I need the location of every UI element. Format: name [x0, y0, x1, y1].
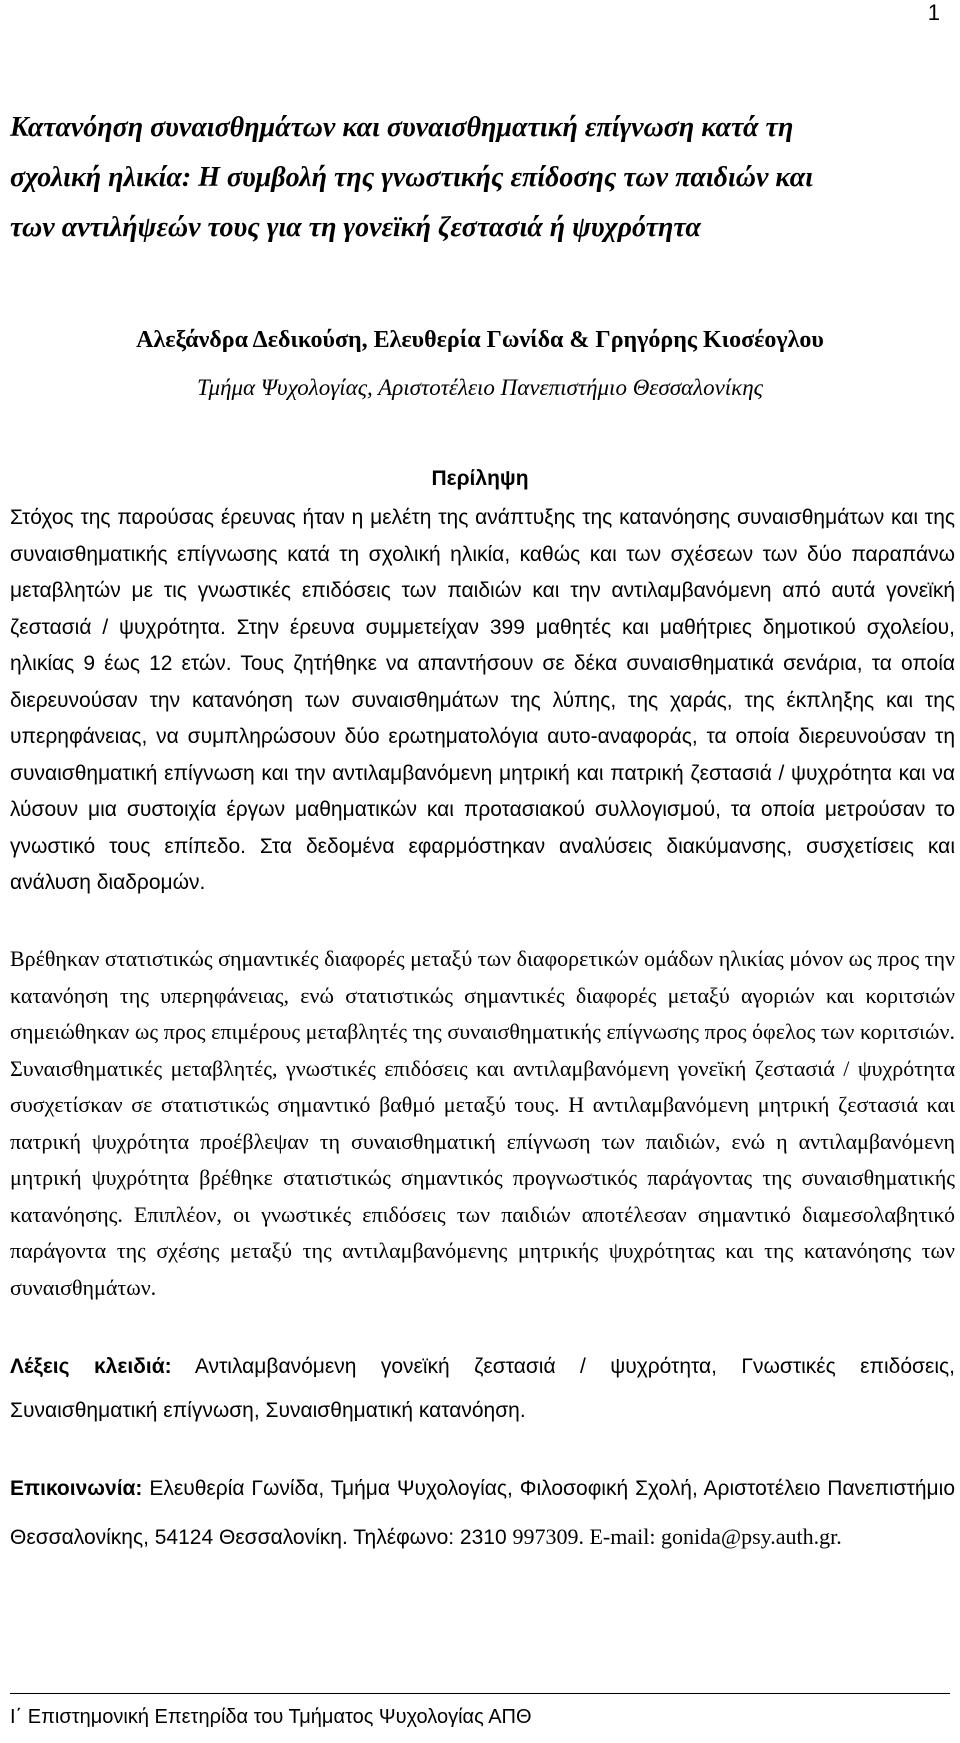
abstract-part-1: Στόχος της παρούσας έρευνας ήταν η μελέτη της ανάπτυξης της κατανόησης συναισθημάτων και της συναισθηματικής επίγνωσης κατά τη σχολική ηλικία, καθώς και των σχέσεων των δύο παραπάνω μεταβλητών με τις γνωστικές επιδόσεις των παιδιών και την αντιλαμβανόμενη από αυτά γονεϊκή ζεστασιά / ψυχρότητα. Στην έρευνα συμμετείχαν 399 μαθητές και μαθήτριες δημοτικού σχολείου, ηλικίας 9 έως 12 ετών. Τους ζητήθηκε να απαντήσουν σε δέκα συναισθηματικά σενάρια, τα οποία διερευνούσαν την κατανόηση των συναισθημάτων της λύπης, της χαράς, της έκπληξης και της υπερηφάνειας, να συμπληρώσουν δύο ερωτηματολόγια αυτο-αναφοράς, τα οποία διερευνούσαν τη συναισθηματική επίγνωση και την αντιλαμβανόμενη μητρική και πατρική ζεστασιά / ψυχρότητα και να λύσουν μια συστοιχία έργων μαθηματικών και προτασιακού συλλογισμού, τα οποία μετρούσαν το γνωστικό τους επίπεδο. Στα δεδομένα εφαρμόστηκαν αναλύσεις διακύμανσης, συσχετίσεις και ανάλυση διαδρομών.	[10, 506, 955, 894]
footer: Ι΄ Επιστημονική Επετηρίδα του Τμήματος Ψυχολογίας ΑΠΘ	[10, 1706, 532, 1728]
abstract-part-2: Βρέθηκαν στατιστικώς σημαντικές διαφορές μεταξύ των διαφορετικών ομάδων ηλικίας μόνον ως προς την κατανόηση της υπερηφάνειας, ενώ στατιστικώς σημαντικές διαφορές μεταξύ αγοριών και κοριτσιών σημειώθηκαν ως προς επιμέρους μεταβλητές της συναισθηματικής επίγνωσης προς όφελος των κοριτσιών. Συναισθηματικές μεταβλητές, γνωστικές επιδόσεις και αντιλαμβανόμενη γονεϊκή ζεστασιά / ψυχρότητα συσχετίσκαν σε στατιστικώς σημαντικό βαθμό μεταξύ τους. Η αντιλαμβανόμενη μητρική ζεστασιά και πατρική ψυχρότητα προέβλεψαν τη συναισθηματική επίγνωση των παιδιών, ενώ η αντιλαμβανόμενη μητρική ψυχρότητα βρέθηκε στατιστικώς σημαντικός προγνωστικός παράγοντας της συναισθηματικής κατανόησης. Επιπλέον, οι γνωστικές επιδόσεις των παιδιών αποτέλεσαν σημαντικό διαμεσολαβητικό παράγοντα της σχέσης μεταξύ της αντιλαμβανόμενης μητρικής ψυχρότητας και της κατανόησης των συναισθημάτων.	[10, 946, 955, 1300]
paper-title	[10, 103, 955, 253]
title-line: των αντιλήψεών τους για τη γονεϊκή ζεστασιά ή ψυχρότητα	[10, 212, 701, 243]
title-line: Κατανόηση συναισθημάτων και συναισθηματική επίγνωση κατά τη	[10, 112, 794, 143]
keywords-label: Λέξεις κλειδιά:	[10, 1355, 172, 1378]
page-number: 1	[927, 0, 940, 25]
title-line: σχολική ηλικία: Η συμβολή της γνωστικής επίδοσης των παιδιών και	[10, 162, 813, 193]
contact-tail: 997309. E-mail: gonida@psy.auth.gr.	[512, 1524, 842, 1549]
authors: Αλεξάνδρα Δεδικούση, Ελευθερία Γωνίδα & Γρηγόρης Κιοσέογλου	[136, 327, 824, 353]
contact	[10, 1465, 955, 1562]
footer-rule	[10, 1693, 950, 1694]
keywords-text: Αντιλαμβανόμενη γονεϊκή ζεστασιά / ψυχρότητα, Γνωστικές επιδόσεις, Συναισθηματική επίγνωση, Συναισθηματική κατανόηση.	[10, 1355, 955, 1422]
contact-text: Ελευθερία Γωνίδα, Τμήμα Ψυχολογίας, Φιλοσοφική Σχολή, Αριστοτέλειο Πανεπιστήμιο Θεσσαλονίκης, 54124 Θεσσαλονίκη. Τηλέφωνο: 2310	[10, 1477, 955, 1549]
abstract-heading: Περίληψη	[431, 467, 529, 490]
keywords	[10, 1345, 955, 1433]
affiliation: Τμήμα Ψυχολογίας, Αριστοτέλειο Πανεπιστήμιο Θεσσαλονίκης	[197, 375, 763, 400]
contact-label: Επικοινωνία:	[10, 1477, 143, 1500]
